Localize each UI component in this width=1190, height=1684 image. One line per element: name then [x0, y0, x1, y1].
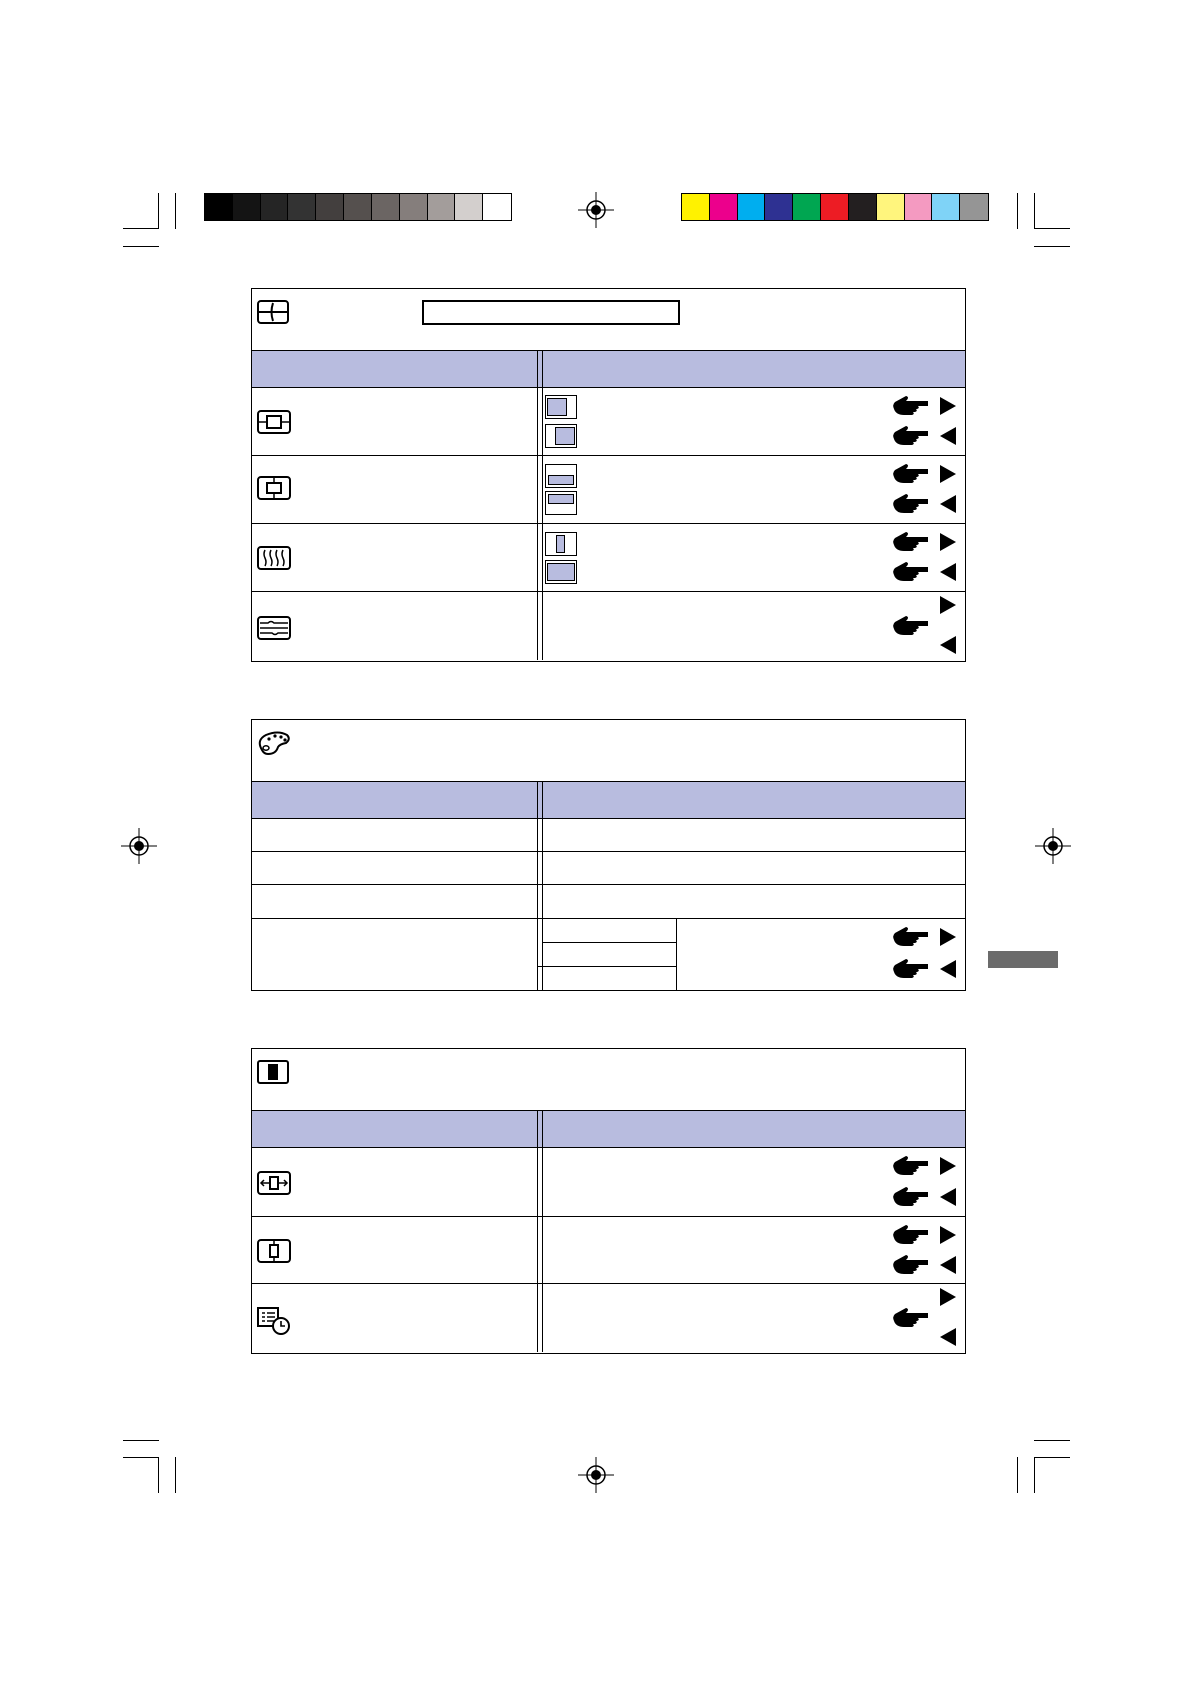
h-position-row[interactable] [252, 388, 965, 456]
pointing-hand-icon [892, 1224, 928, 1251]
clock-icon [256, 544, 292, 572]
registration-mark-bottom [578, 1457, 614, 1493]
color-swatch [793, 194, 821, 220]
control-decrease[interactable] [892, 424, 962, 448]
osd-v-position-row[interactable] [252, 1217, 965, 1284]
pointing-hand-icon [892, 615, 928, 642]
color-swatch [344, 194, 372, 220]
sub-row[interactable] [537, 966, 676, 967]
control-increase[interactable] [892, 530, 962, 554]
arrow-right-icon [940, 928, 956, 946]
color-swatch [233, 194, 261, 220]
color-swatch [849, 194, 877, 220]
color-swatch [877, 194, 905, 220]
color-swatch [205, 194, 233, 220]
control-increase[interactable] [892, 462, 962, 486]
color-swatch [261, 194, 289, 220]
osd-h-position-icon [256, 1170, 292, 1196]
arrow-left-icon [940, 427, 956, 445]
column-header [252, 351, 965, 388]
color-row[interactable] [252, 819, 965, 852]
thumb-wide [545, 560, 577, 584]
sub-row[interactable] [543, 942, 676, 943]
color-swatch [400, 194, 428, 220]
control-decrease[interactable] [892, 1253, 962, 1277]
h-position-icon [256, 408, 292, 436]
thumb-right-box [545, 424, 577, 448]
v-position-row[interactable] [252, 456, 965, 524]
color-row[interactable] [252, 852, 965, 885]
pointing-hand-icon [892, 958, 928, 985]
arrow-right-icon [940, 596, 956, 614]
arrow-right-icon [940, 1288, 956, 1306]
pointing-hand-icon [892, 463, 928, 490]
osd-h-position-row[interactable] [252, 1148, 965, 1217]
thumb-narrow [545, 532, 577, 556]
control-decrease[interactable] [892, 560, 962, 584]
page-tab-marker [988, 951, 1058, 968]
pointing-hand-icon [892, 1186, 928, 1213]
control-increase[interactable] [892, 394, 962, 418]
section-title-box [422, 300, 680, 325]
section-header [252, 289, 965, 351]
arrow-left-icon [940, 563, 956, 581]
pointing-hand-icon [892, 425, 928, 452]
control-decrease[interactable] [892, 1185, 962, 1209]
position-section [251, 288, 966, 662]
pointing-hand-icon [892, 926, 928, 953]
color-user-row[interactable] [252, 919, 965, 990]
control-increase[interactable] [892, 1223, 962, 1247]
color-swatch [682, 194, 710, 220]
arrow-left-icon [940, 960, 956, 978]
arrow-right-icon [940, 1157, 956, 1175]
grayscale-bar [204, 193, 512, 221]
pointing-hand-icon [892, 1307, 928, 1334]
color-swatch [932, 194, 960, 220]
color-swatch [316, 194, 344, 220]
palette-icon [256, 730, 292, 758]
column-header [252, 1111, 965, 1148]
thumb-left-box [545, 395, 577, 419]
arrow-left-icon [940, 495, 956, 513]
arrow-left-icon [940, 1188, 956, 1206]
arrow-right-icon [940, 1226, 956, 1244]
section-header [252, 720, 965, 782]
arrow-right-icon [940, 397, 956, 415]
color-swatch [483, 194, 511, 220]
control-decrease[interactable] [892, 492, 962, 516]
color-swatch [905, 194, 933, 220]
clock-row[interactable] [252, 524, 965, 592]
pointing-hand-icon [892, 561, 928, 588]
color-swatch [428, 194, 456, 220]
color-swatch [960, 194, 988, 220]
osd-v-position-icon [256, 1238, 292, 1264]
color-swatch [455, 194, 483, 220]
control-increase[interactable] [892, 925, 962, 949]
osd-timeout-row[interactable] [252, 1284, 965, 1352]
osd-section [251, 1048, 966, 1354]
color-swatch [765, 194, 793, 220]
pointing-hand-icon [892, 395, 928, 422]
arrow-right-icon [940, 533, 956, 551]
column-header [252, 782, 965, 819]
arrow-right-icon [940, 465, 956, 483]
control-decrease[interactable] [892, 957, 962, 981]
color-swatch [710, 194, 738, 220]
color-swatch [821, 194, 849, 220]
control-adjust[interactable] [892, 596, 962, 656]
section-header [252, 1049, 965, 1111]
color-section [251, 719, 966, 991]
pointing-hand-icon [892, 1155, 928, 1182]
thumb-bottom-bar [545, 491, 577, 515]
pointing-hand-icon [892, 493, 928, 520]
arrow-left-icon [940, 1256, 956, 1274]
arrow-left-icon [940, 636, 956, 654]
color-swatch [372, 194, 400, 220]
position-icon [256, 299, 290, 325]
registration-mark-left [121, 828, 157, 864]
thumb-top-bar [545, 464, 577, 488]
v-position-icon [256, 474, 292, 502]
pointing-hand-icon [892, 531, 928, 558]
arrow-left-icon [940, 1328, 956, 1346]
pointing-hand-icon [892, 1254, 928, 1281]
color-swatch [738, 194, 766, 220]
control-adjust[interactable] [892, 1288, 962, 1348]
color-swatch [288, 194, 316, 220]
registration-mark-top [578, 192, 614, 228]
phase-row[interactable] [252, 592, 965, 660]
phase-icon [256, 614, 292, 642]
color-row[interactable] [252, 885, 965, 919]
osd-timeout-icon [256, 1306, 292, 1336]
screen-icon [256, 1059, 290, 1085]
color-bar [681, 193, 989, 221]
registration-mark-right [1035, 828, 1071, 864]
control-increase[interactable] [892, 1154, 962, 1178]
